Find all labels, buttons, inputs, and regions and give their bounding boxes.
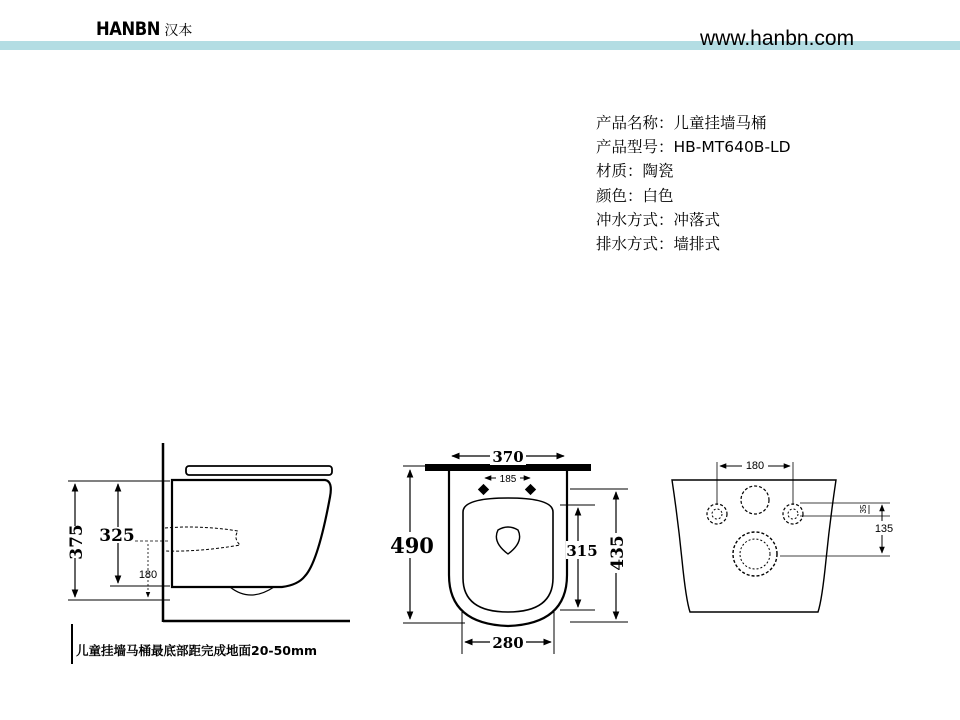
bowl-body <box>172 480 331 587</box>
bowl-outline <box>449 471 567 626</box>
label-rear-offset: 35 <box>859 504 868 514</box>
label-rear-height: 135 <box>874 523 894 535</box>
spec-drain: 排水方式：墙排式 <box>596 235 721 254</box>
spec-material: 材质：陶瓷 <box>596 162 674 181</box>
rear-water-inlet <box>741 486 769 514</box>
spec-name: 产品名称：儿童挂墙马桶 <box>596 114 767 132</box>
label-outlet-height: 180 <box>138 569 158 581</box>
label-overall-height: 375 <box>67 524 87 560</box>
spec-color: 颜色：白色 <box>596 186 674 205</box>
rear-view-drawing <box>672 462 890 612</box>
outlet-curve <box>230 587 274 595</box>
lid <box>186 466 332 475</box>
trap-dashed <box>165 527 240 551</box>
spec-flush: 冲水方式：冲落式 <box>596 210 721 229</box>
rear-body-outline <box>672 480 836 612</box>
rear-hole-right <box>783 504 803 524</box>
label-front-length: 435 <box>608 535 628 571</box>
label-top-width: 370 <box>492 448 524 466</box>
fixing-hole-left <box>479 485 489 495</box>
rear-hole-left <box>707 504 727 524</box>
label-seat-height: 325 <box>99 526 135 546</box>
seat-hinge <box>496 527 519 554</box>
label-rear-spacing: 180 <box>745 460 765 472</box>
label-inner-length: 315 <box>566 542 598 560</box>
seat-outline <box>463 498 553 612</box>
logo-chinese: 汉本 <box>164 23 193 39</box>
footnote-text: 儿童挂墙马桶最底部距完成地面20-50mm <box>76 643 318 658</box>
label-hole-spacing: 185 <box>499 474 517 485</box>
label-base-width: 280 <box>492 634 524 652</box>
logo-latin: HANBN <box>96 18 160 40</box>
website-link[interactable]: www.hanbn.com <box>700 27 855 50</box>
spec-model: 产品型号：HB-MT640B-LD <box>596 138 791 157</box>
fixing-hole-right <box>526 485 536 495</box>
label-length: 490 <box>390 533 434 558</box>
